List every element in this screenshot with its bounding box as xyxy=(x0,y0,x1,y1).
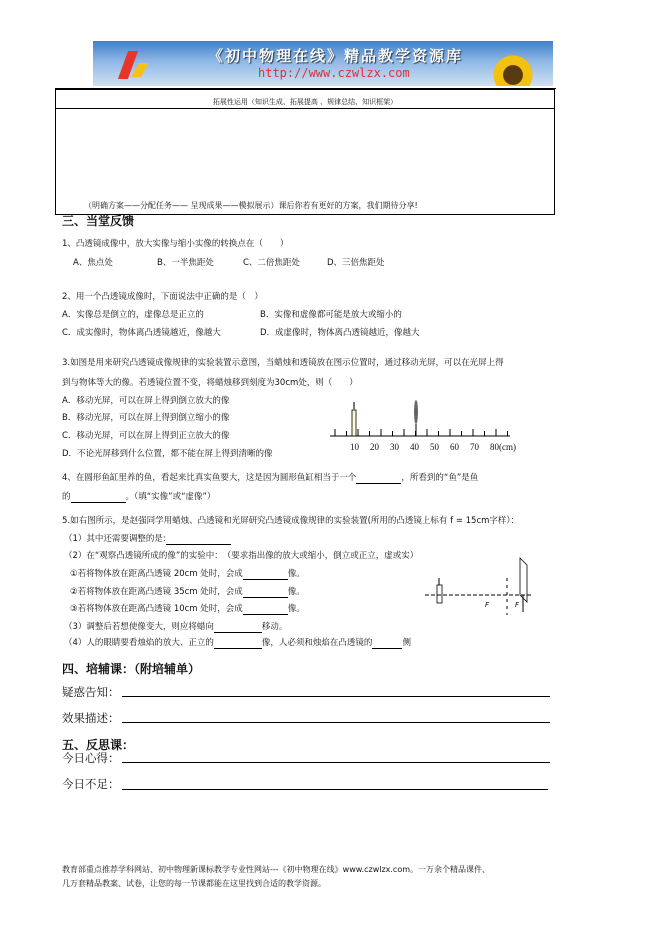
q5-text: ②若将物体放在距离凸透镜 35cm 处时，会成 xyxy=(70,587,243,597)
logo-icon-2 xyxy=(131,63,149,77)
q3-option-a: A．移动光屏，可以在屏上得到倒立放大的像 xyxy=(62,396,230,406)
q5-text: ①若将物体放在距离凸透镜 20cm 处时，会成 xyxy=(70,569,243,579)
scale-label: 20 xyxy=(370,442,379,452)
scale-label: 80(cm) xyxy=(490,442,516,452)
q5-blank[interactable] xyxy=(214,639,262,649)
banner-url: http://www.czwlzx.com xyxy=(258,66,410,80)
q5-text: （3）调整后若想使像变大，则应将蜡向 xyxy=(64,622,214,632)
effect-input-line[interactable] xyxy=(122,722,550,723)
sunflower-icon xyxy=(488,55,538,86)
q5-part-4 xyxy=(64,638,411,649)
focus-label: F xyxy=(515,601,520,609)
box-footer: （明确方案——分配任务—— 呈现成果——模拟展示）课后你若有更好的方案，我们期待分享! xyxy=(84,201,418,210)
q3-option-c: C．移动光屏，可以在屏上得到正立放大的像 xyxy=(62,431,230,441)
box-header: 拓展性运用（知识生成、拓展提高 、规律总结、知识框架） xyxy=(212,98,398,106)
q5-item-3 xyxy=(70,604,305,615)
q5-text: 像。 xyxy=(287,604,305,614)
banner-title: 《初中物理在线》精品教学资源库 xyxy=(208,47,464,65)
q5-item-2 xyxy=(70,587,305,598)
scale-label: 30 xyxy=(390,442,399,452)
gain-label: 今日心得： xyxy=(62,751,120,765)
q5-text: 像。 xyxy=(287,569,305,579)
q4-text: 的 xyxy=(62,492,71,502)
scale-label: 70 xyxy=(470,442,479,452)
effect-label: 效果描述： xyxy=(62,711,120,725)
q5-blank[interactable] xyxy=(243,570,288,580)
q3-option-d: D．不论光屏移到什么位置，都不能在屏上得到清晰的像 xyxy=(62,449,273,459)
q4-text: ，所看到的“鱼”是鱼 xyxy=(401,473,479,483)
footer-line-2: 几万套精品教案、试卷，让您的每一节课都能在这里找到合适的教学资源。 xyxy=(62,879,326,888)
candle-icon xyxy=(437,585,442,603)
doubt-label: 疑惑告知： xyxy=(62,685,120,699)
q5-text: 侧 xyxy=(402,638,411,648)
q4-blank-1[interactable] xyxy=(356,474,401,484)
q3-option-b: B．移动光屏，可以在屏上得到倒立缩小的像 xyxy=(62,413,230,423)
section-4-title: 四、培辅课：（附培辅单） xyxy=(62,662,201,676)
q4-text: 。（填“实像”或“虚像”） xyxy=(125,492,216,502)
scale-label: 60 xyxy=(450,442,459,452)
q2-option-d: D．成虚像时，物体离凸透镜越近，像越大 xyxy=(260,328,420,338)
q3-stem-1: 3.如图是用来研究凸透镜成像规律的实验装置示意图，当蜡烛和透镜放在图示位置时，通过移动光屏，可以在光屏上得 xyxy=(62,358,504,368)
footer-line-1: 教育部重点推荐学科网站、初中物理新课标教学专业性网站---《初中物理在线》www.czwlzx.com。一万余个精品课件、 xyxy=(62,865,491,874)
candle-icon xyxy=(352,410,356,436)
q1-option-d: D、三倍焦距处 xyxy=(327,258,385,268)
q5-text: 像。 xyxy=(287,587,305,597)
q5-blank[interactable] xyxy=(243,605,288,615)
q2-option-b: B．实像和虚像都可能是放大或缩小的 xyxy=(260,310,402,320)
q5-text: ③若将物体放在距离凸透镜 10cm 处时，会成 xyxy=(70,604,243,614)
focus-label: F xyxy=(485,601,490,609)
q4-blank-2[interactable] xyxy=(71,493,126,503)
scale-label: 50 xyxy=(430,442,439,452)
q1-option-a: A、焦点处 xyxy=(73,258,113,268)
q5-text: （1）其中还需要调整的是: xyxy=(64,534,166,544)
q1-option-b: B、一半焦距处 xyxy=(157,258,214,268)
section-5-title: 五、反思课： xyxy=(62,738,135,752)
box-divider xyxy=(56,108,554,109)
q4-line-2 xyxy=(62,492,215,503)
banner xyxy=(93,41,553,86)
q4-line-1 xyxy=(62,473,478,484)
q2-stem: 2、用一个凸透镜成像时，下面说法中正确的是（ ） xyxy=(62,292,263,302)
q2-option-a: A．实像总是倒立的，虚像总是正立的 xyxy=(62,310,204,320)
scale-label: 40 xyxy=(410,442,419,452)
shortcoming-label: 今日不足： xyxy=(62,777,120,791)
q5-part-2: （2）在“观察凸透镜所成的像”的实验中： （要求指出像的放大或缩小，倒立或正立，虚或实） xyxy=(64,551,419,561)
extension-box xyxy=(55,88,555,215)
q5-text: 移动。 xyxy=(261,622,288,632)
q5-blank[interactable] xyxy=(372,639,402,649)
q3-stem-2: 到与物体等大的像。若透镜位置不变，将蜡烛移到刻度为30cm处，则（ ） xyxy=(62,378,358,388)
q2-option-c: C．成实像时，物体离凸透镜越近，像越大 xyxy=(62,328,221,338)
q4-text: 4、在圆形鱼缸里养的鱼，看起来比真实鱼要大，这是因为圆形鱼缸相当于一个 xyxy=(62,473,357,483)
q5-blank[interactable] xyxy=(243,588,288,598)
q1-stem: 1、凸透镜成像中，放大实像与缩小实像的转换点在（ ） xyxy=(62,239,289,249)
section-3-title: 三、当堂反馈 xyxy=(62,214,135,228)
gain-input-line[interactable] xyxy=(122,762,550,763)
q5-part-3 xyxy=(64,622,287,633)
lens-icon xyxy=(414,400,418,424)
q5-item-1 xyxy=(70,569,305,580)
q5-part-1 xyxy=(64,534,231,545)
q5-blank[interactable] xyxy=(214,623,262,633)
q5-text: （4）人的眼睛要看烛焰的放大、正立的 xyxy=(64,638,214,648)
scale-label: 10 xyxy=(350,442,359,452)
q5-text: 像，人必须和烛焰在凸透镜的 xyxy=(261,638,373,648)
q5-stem: 5.如右图所示，是赵强同学用蜡烛、凸透镜和光屏研究凸透镜成像规律的实验装置(所用的凸透镜上标有 f = 15cm字样）： xyxy=(62,516,520,526)
lens-experiment-diagram xyxy=(425,550,535,630)
doubt-input-line[interactable] xyxy=(122,696,550,697)
shortcoming-input-line[interactable] xyxy=(122,789,548,790)
q1-option-c: C、二倍焦距处 xyxy=(243,258,300,268)
q5-blank-1[interactable] xyxy=(166,535,231,545)
